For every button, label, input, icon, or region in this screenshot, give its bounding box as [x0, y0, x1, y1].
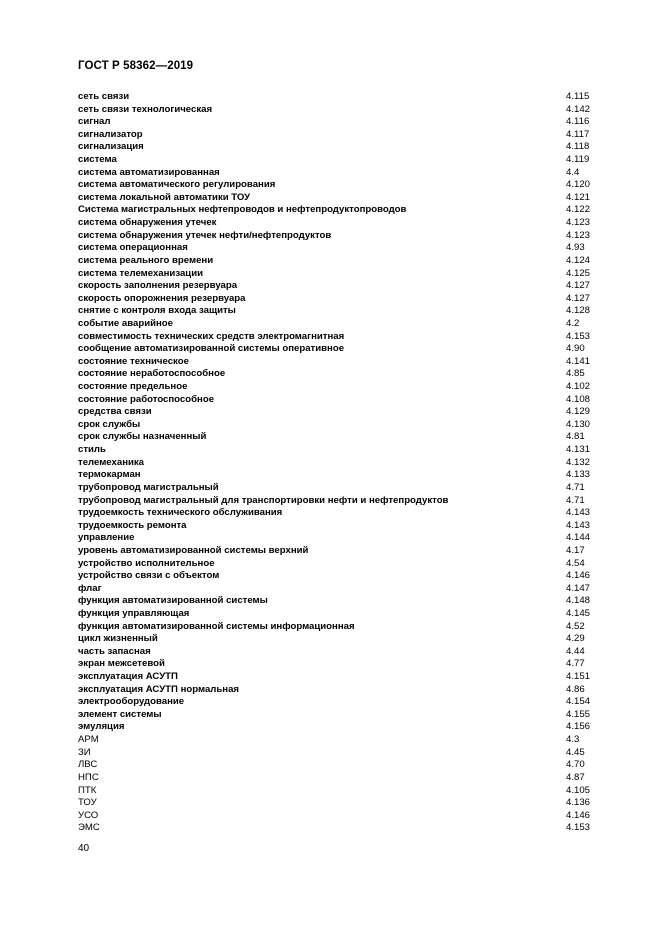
- index-term: система обнаружения утечек: [78, 217, 217, 229]
- index-term: эмуляция: [78, 721, 125, 733]
- index-reference: 4.117: [566, 128, 590, 140]
- index-reference: 4.90: [566, 343, 585, 355]
- index-reference: 4.148: [566, 595, 591, 607]
- index-entry-row: [78, 154, 616, 167]
- index-reference: 4.121: [566, 191, 591, 203]
- index-reference: 4.108: [566, 393, 591, 405]
- index-reference: 4.17: [566, 544, 585, 556]
- index-reference: 4.119: [566, 154, 590, 166]
- index-term: событие аварийное: [78, 317, 174, 329]
- abbreviation-term: ЗИ: [78, 746, 91, 758]
- index-reference: 4.4: [566, 166, 580, 178]
- page-number: 40: [78, 843, 90, 854]
- index-term: эксплуатация АСУТП: [78, 671, 178, 683]
- index-term: Система магистральных нефтепроводов и нефтепродуктопроводов: [78, 204, 407, 216]
- index-entry-row: [78, 104, 616, 117]
- abbreviation-row: [78, 734, 616, 747]
- index-term: термокарман: [78, 469, 141, 481]
- index-reference: 4.115: [566, 91, 590, 102]
- index-reference: 4.93: [566, 242, 585, 254]
- index-entry-row: [78, 368, 616, 381]
- index-reference: 4.127: [566, 292, 591, 304]
- index-reference: 4.29: [566, 633, 585, 645]
- index-term: система автоматизированная: [78, 166, 220, 178]
- index-entry-row: [78, 293, 616, 306]
- index-term: телемеханика: [78, 456, 145, 468]
- index-term: сеть связи технологическая: [78, 103, 213, 115]
- index-term: состояние предельное: [78, 381, 188, 393]
- index-entry-row: [78, 255, 616, 268]
- index-term: система обнаружения утечек нефти/нефтепродуктов: [78, 229, 332, 241]
- index-entry-row: [78, 419, 616, 432]
- index-entry-row: [78, 230, 616, 243]
- index-entry-row: [78, 671, 616, 684]
- abbreviation-term: НПС: [78, 771, 99, 783]
- index-reference: 4.141: [566, 355, 591, 367]
- index-reference: 4.155: [566, 708, 591, 720]
- abbreviation-term: ПТК: [78, 784, 97, 796]
- index-term: скорость заполнения резервуара: [78, 280, 238, 292]
- index-entry-row: [78, 192, 616, 205]
- index-reference: 4.132: [566, 456, 591, 468]
- index-entry-row: [78, 406, 616, 419]
- index-term: функция автоматизированной системы информационная: [78, 620, 355, 632]
- index-term: управление: [78, 532, 135, 544]
- index-term: трубопровод магистральный: [78, 481, 219, 493]
- index-term: трудоемкость ремонта: [78, 519, 187, 531]
- index-reference: 4.143: [566, 519, 591, 531]
- index-entry-row: [78, 343, 616, 356]
- index-reference: 4.127: [566, 280, 591, 292]
- index-entry-row: [78, 129, 616, 142]
- abbreviation-term: АРМ: [78, 734, 99, 746]
- index-term: функция управляющая: [78, 607, 190, 619]
- index-term: эксплуатация АСУТП нормальная: [78, 683, 240, 695]
- index-term: сигнализатор: [78, 128, 143, 140]
- abbreviation-row: [78, 759, 616, 772]
- abbreviation-term: ЛВС: [78, 759, 98, 771]
- index-entry-row: [78, 217, 616, 230]
- index-term: система автоматического регулирования: [78, 179, 276, 191]
- index-entry-row: [78, 331, 616, 344]
- index-reference: 4.3: [566, 734, 580, 746]
- index-reference: 4.123: [566, 217, 591, 229]
- index-term: устройство связи с объектом: [78, 570, 220, 582]
- index-reference: 4.123: [566, 229, 591, 241]
- index-entry-row: [78, 633, 616, 646]
- index-entry-row: [78, 280, 616, 293]
- abbreviation-term: ЭМС: [78, 822, 100, 834]
- index-entry-row: [78, 709, 616, 722]
- abbreviation-term: ТОУ: [78, 797, 97, 809]
- index-term: совместимость технических средств электромагнитная: [78, 330, 345, 342]
- index-term: трубопровод магистральный для транспортировки нефти и нефтепродуктов: [78, 494, 449, 506]
- index-entry-row: [78, 318, 616, 331]
- index-term: состояние работоспособное: [78, 393, 215, 405]
- index-reference: 4.120: [566, 179, 591, 191]
- index-reference: 4.70: [566, 759, 585, 771]
- index-reference: 4.77: [566, 658, 585, 670]
- index-term: стиль: [78, 444, 106, 456]
- index-reference: 4.85: [566, 368, 585, 380]
- index-reference: 4.146: [566, 809, 591, 821]
- index-entry-row: [78, 167, 616, 180]
- index-reference: 4.131: [566, 444, 591, 456]
- index-entry-row: [78, 242, 616, 255]
- abbreviation-row: [78, 785, 616, 798]
- index-reference: 4.2: [566, 317, 580, 329]
- index-entry-row: [78, 721, 616, 734]
- index-term: электрооборудование: [78, 696, 185, 708]
- index-term: экран межсетевой: [78, 658, 165, 670]
- index-entry-row: [78, 394, 616, 407]
- index-entry-row: [78, 444, 616, 457]
- index-entry-row: [78, 268, 616, 281]
- index-reference: 4.125: [566, 267, 591, 279]
- abbreviation-row: [78, 797, 616, 810]
- index-term: устройство исполнительное: [78, 557, 215, 569]
- index-term: срок службы: [78, 418, 141, 430]
- index-reference: 4.153: [566, 330, 591, 342]
- abbreviation-row: [78, 810, 616, 823]
- index-entry-row: [78, 532, 616, 545]
- index-reference: 4.105: [566, 784, 591, 796]
- index-entry-row: [78, 570, 616, 583]
- index-term: сигнализация: [78, 141, 144, 153]
- index-reference: 4.102: [566, 381, 591, 393]
- index-term: функция автоматизированной системы: [78, 595, 268, 607]
- abbreviation-row: [78, 772, 616, 785]
- index-entry-row: [78, 381, 616, 394]
- index-term: сеть связи: [78, 91, 130, 102]
- index-term: состояние техническое: [78, 355, 189, 367]
- index-reference: 4.136: [566, 797, 591, 809]
- index-entry-row: [78, 469, 616, 482]
- index-reference: 4.146: [566, 570, 591, 582]
- index-term: снятие с контроля входа защиты: [78, 305, 236, 317]
- index-term: система локальной автоматики ТОУ: [78, 191, 251, 203]
- index-reference: 4.128: [566, 305, 591, 317]
- index-reference: 4.156: [566, 721, 591, 733]
- index-entry-row: [78, 356, 616, 369]
- index-reference: 4.154: [566, 696, 591, 708]
- index-reference: 4.143: [566, 507, 591, 519]
- index-entry-row: [78, 583, 616, 596]
- index-reference: 4.153: [566, 822, 591, 834]
- index-reference: 4.54: [566, 557, 585, 569]
- index-entry-row: [78, 179, 616, 192]
- index-term: трудоемкость технического обслуживания: [78, 507, 283, 519]
- index-reference: 4.71: [566, 481, 585, 493]
- index-term: скорость опорожнения резервуара: [78, 292, 246, 304]
- index-entry-row: [78, 545, 616, 558]
- index-term: элемент системы: [78, 708, 162, 720]
- index-entry-row: [78, 520, 616, 533]
- abbreviation-row: [78, 822, 616, 835]
- index-term: средства связи: [78, 406, 152, 418]
- index-term: часть запасная: [78, 645, 151, 657]
- index-term: система: [78, 154, 117, 166]
- index-entry-row: [78, 696, 616, 709]
- index-reference: 4.151: [566, 671, 591, 683]
- index-reference: 4.130: [566, 418, 591, 430]
- index-reference: 4.71: [566, 494, 585, 506]
- index-entry-row: [78, 116, 616, 129]
- index-entry-row: [78, 658, 616, 671]
- document-header: ГОСТ Р 58362—2019: [78, 60, 194, 72]
- index-entry-row: [78, 91, 616, 104]
- index-reference: 4.87: [566, 771, 585, 783]
- index-entry-row: [78, 608, 616, 621]
- index-term: сообщение автоматизированной системы оперативное: [78, 343, 345, 355]
- index-entry-row: [78, 507, 616, 520]
- index-term: система реального времени: [78, 254, 214, 266]
- index-reference: 4.118: [566, 141, 590, 153]
- index-entry-row: [78, 595, 616, 608]
- index-reference: 4.142: [566, 103, 591, 115]
- index-reference: 4.44: [566, 645, 585, 657]
- index-reference: 4.81: [566, 431, 585, 443]
- index-entry-row: [78, 621, 616, 634]
- abbreviation-row: [78, 747, 616, 760]
- index-entry-row: [78, 204, 616, 217]
- index-term: цикл жизненный: [78, 633, 158, 645]
- index-entry-row: [78, 646, 616, 659]
- index-term: состояние неработоспособное: [78, 368, 226, 380]
- index-reference: 4.145: [566, 607, 591, 619]
- index-term: уровень автоматизированной системы верхний: [78, 544, 309, 556]
- index-reference: 4.86: [566, 683, 585, 695]
- index-term: сигнал: [78, 116, 111, 128]
- abbreviation-term: УСО: [78, 809, 99, 821]
- index-entry-row: [78, 305, 616, 318]
- index-term: система операционная: [78, 242, 188, 254]
- index-reference: 4.144: [566, 532, 591, 544]
- term-index: [78, 91, 616, 835]
- index-reference: 4.129: [566, 406, 591, 418]
- index-entry-row: [78, 558, 616, 571]
- index-term: флаг: [78, 582, 102, 594]
- index-entry-row: [78, 482, 616, 495]
- index-entry-row: [78, 495, 616, 508]
- index-reference: 4.52: [566, 620, 585, 632]
- index-term: срок службы назначенный: [78, 431, 207, 443]
- index-reference: 4.122: [566, 204, 591, 216]
- index-entry-row: [78, 431, 616, 444]
- index-reference: 4.124: [566, 254, 591, 266]
- index-reference: 4.45: [566, 746, 585, 758]
- index-reference: 4.116: [566, 116, 590, 128]
- index-term: система телемеханизации: [78, 267, 203, 279]
- index-reference: 4.133: [566, 469, 591, 481]
- index-reference: 4.147: [566, 582, 591, 594]
- index-entry-row: [78, 457, 616, 470]
- index-entry-row: [78, 684, 616, 697]
- index-entry-row: [78, 141, 616, 154]
